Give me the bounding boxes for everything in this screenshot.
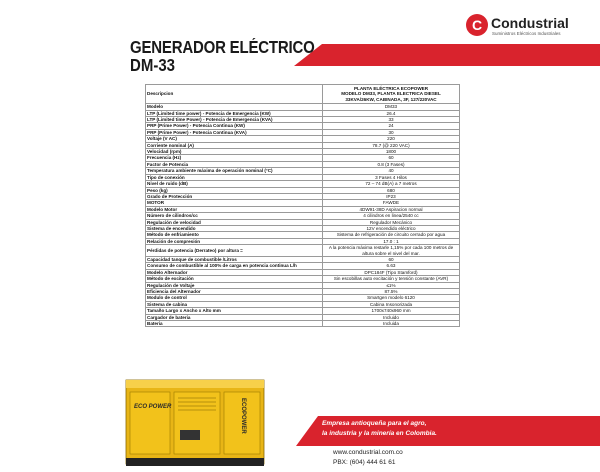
generator-front-panel	[130, 392, 170, 454]
spec-value: Incluido	[323, 314, 460, 320]
spec-value: 40	[323, 168, 460, 174]
spec-value: A la potencia máxima restarle 1,15% por cada 100 metros de altura sobre el nivel del mar.	[323, 245, 460, 257]
spec-value: 24	[323, 123, 460, 129]
spec-label: Tipo de conexión	[146, 174, 323, 180]
spec-label: Regulación de Voltaje	[146, 282, 323, 288]
spec-table	[145, 84, 460, 327]
generator-side-door	[174, 392, 220, 454]
spec-label: LTP (Limited time power) - Potencia de Emergencia (KW)	[146, 110, 323, 116]
spec-label: PRP (Prime Power) - Potencia Continua (KVA)	[146, 129, 323, 135]
spec-value: 60	[323, 256, 460, 262]
spec-label: PRP (Prime Power) - Potencia Continua (KW)	[146, 123, 323, 129]
spec-value: 30	[323, 129, 460, 135]
spec-label: Nivel de ruido (dB)	[146, 181, 323, 187]
spec-value: 26.4	[323, 110, 460, 116]
website-link[interactable]: www.condustrial.com.co	[333, 449, 403, 456]
spec-value: 6.63	[323, 263, 460, 269]
spec-value: Smartgen modelo 6120	[323, 295, 460, 301]
spec-value: IP23	[323, 193, 460, 199]
table-row	[146, 245, 460, 257]
spec-label: Tamaño Largo x Ancho x Alto mm	[146, 308, 323, 314]
spec-label: Cargador de bateria	[146, 314, 323, 320]
logo-tagline: Suministros Eléctricos Industriales	[492, 31, 561, 36]
spec-label: LTP (Limited time Power) - Potencia de Emergencia (KVA)	[146, 117, 323, 123]
generator-roof	[126, 380, 264, 388]
spec-value: DM33	[323, 104, 460, 110]
spec-value: 60	[323, 155, 460, 161]
spec-label: Consumo de combustible al 100% de carga en potencia continua L/h	[146, 263, 323, 269]
spec-value: 1700x740x960 mm	[323, 308, 460, 314]
spec-label: Modulo de control	[146, 295, 323, 301]
spec-value: 17.0 : 1	[323, 238, 460, 244]
generator-image	[120, 374, 270, 470]
generator-front-brand: ECO POWER	[134, 404, 172, 410]
spec-value: 680	[323, 187, 460, 193]
model-title: DM-33	[130, 56, 176, 76]
spec-label: Bateria	[146, 321, 323, 327]
header-accent-band	[294, 44, 600, 66]
spec-label: Modelo Alternador	[146, 269, 323, 275]
spec-value: 72 – 74 dB(A) a 7 metros	[323, 181, 460, 187]
spec-label: Regulación de velocidad	[146, 219, 323, 225]
spec-label: Relación de compresión	[146, 238, 323, 244]
spec-label: Sistema de encendido	[146, 225, 323, 231]
spec-label: Modelo Motor	[146, 206, 323, 212]
spec-label: Sistema de cabina	[146, 301, 323, 307]
table-row	[146, 321, 460, 327]
spec-label: Pérdidas de potencia (Derrateo) por altura =	[146, 245, 323, 257]
spec-value: 4 cilindros en linea/2540 cc	[323, 213, 460, 219]
spec-value: 1800	[323, 149, 460, 155]
spec-label: Eficiencia del Alternador	[146, 289, 323, 295]
company-logo	[466, 12, 586, 42]
spec-value: 0.8 (3 Fases)	[323, 161, 460, 167]
spec-label: Frecuencia (Hz)	[146, 155, 323, 161]
generator-side-brand: ECOPOWER	[240, 398, 246, 434]
spec-value: 12V encendido eléctrico	[323, 225, 460, 231]
spec-value: Sin escobillas auto excitación y tensión constante (AVR)	[323, 276, 460, 282]
footer-slogan: Empresa antioqueña para el agro,	[322, 420, 427, 427]
spec-label: Temperatura ambiente máxima de operación nominal (°C)	[146, 168, 323, 174]
description-line: PLANTA ELÉCTRICA ECOPOWER	[353, 86, 429, 91]
spec-value: Incluida	[323, 321, 460, 327]
spec-label: Capacidad tanque de combustible /Litros	[146, 256, 323, 262]
spec-label: Grado de Protección	[146, 193, 323, 199]
phone-number: PBX: (604) 444 61 61	[333, 459, 396, 466]
spec-value: 78.7 (@ 220 VAC)	[323, 142, 460, 148]
spec-label: Corriente nominal (A)	[146, 142, 323, 148]
spec-label: Peso (kg)	[146, 187, 323, 193]
control-window	[180, 430, 200, 440]
footer-slogan: la industria y la minería en Colombia.	[322, 430, 437, 437]
description-line: 33KVA/26KW, CABINADA, 3F, 127/220VAC	[345, 96, 437, 102]
spec-label: Método de enfriamiento	[146, 232, 323, 238]
spec-value: 33	[323, 117, 460, 123]
spec-label: MOTOR	[146, 200, 323, 206]
spec-value: 3 Fases 4 Hilos	[323, 174, 460, 180]
spec-label: Voltaje (V AC)	[146, 136, 323, 142]
spec-value: Sistema de refrigeración de circuito cerrado por agua	[323, 232, 460, 238]
spec-label: Método de excitación	[146, 276, 323, 282]
spec-label: Factor de Potencia	[146, 161, 323, 167]
spec-label: Número de cilindros/cc	[146, 213, 323, 219]
spec-label: Descripcion	[146, 85, 323, 104]
spec-value: 87.5%	[323, 289, 460, 295]
description-line: MODELO DM33, PLANTA ELECTRICA DIESEL	[341, 91, 441, 97]
logo-wordmark: Condustrial	[491, 15, 569, 31]
spec-value-description	[323, 85, 460, 104]
spec-value: Cabina Insonorizada	[323, 301, 460, 307]
spec-label: Velocidad (rpm)	[146, 149, 323, 155]
spec-value: 4DW91-38D Aspiracion normal	[323, 206, 460, 212]
spec-value: DPC184F (Tipo Stamford)	[323, 269, 460, 275]
page-title: GENERADOR ELÉCTRICO	[130, 38, 315, 58]
spec-label: Modelo	[146, 104, 323, 110]
generator-base	[126, 458, 264, 466]
spec-value: Regulador Mecánico	[323, 219, 460, 225]
logo-emblem: C	[466, 14, 488, 36]
spec-value: ≤1%	[323, 282, 460, 288]
spec-value: FAWDE	[323, 200, 460, 206]
table-row-description	[146, 85, 460, 104]
spec-value: 220	[323, 136, 460, 142]
